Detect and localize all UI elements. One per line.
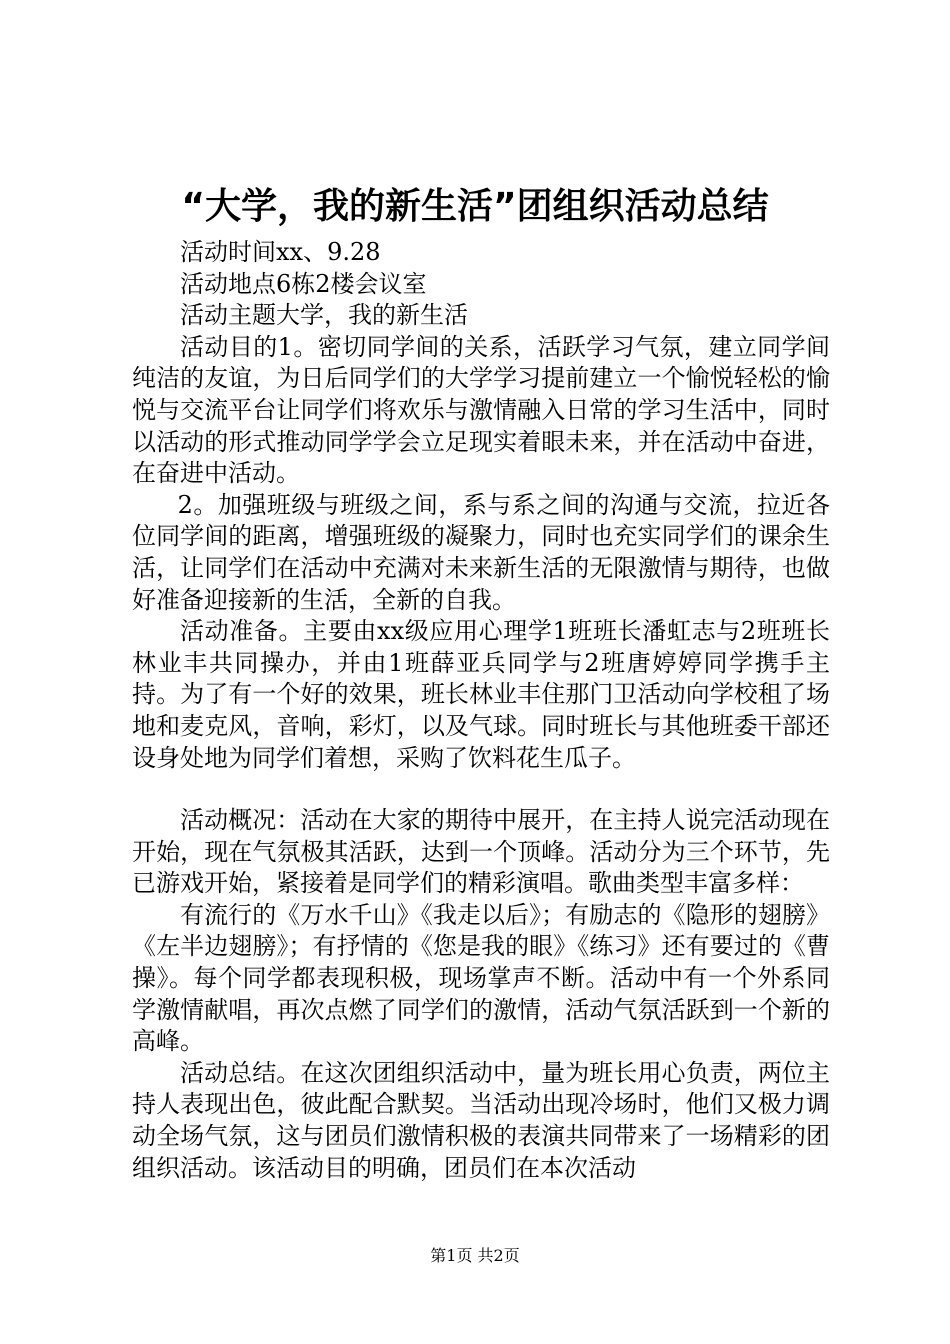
activity-purpose-paragraph: 活动目的1。密切同学间的关系，活跃学习气氛，建立同学间纯洁的友谊，为日后同学们的大学学习提前建立一个愉悦轻松的愉悦与交流平台让同学们将欢乐与激情融入日常的学习生活中，同时以活动的形式推动同学学会立足现实着眼未来，并在活动中奋进，在奋进中活动。 [132, 332, 830, 488]
activity-location: 活动地点6栋2楼会议室 [180, 269, 427, 298]
activity-theme: 活动主题大学，我的新生活 [180, 301, 468, 330]
document-title: “大学，我的新生活”团组织活动总结 [181, 186, 769, 227]
page-footer: 第1页 共2页 [430, 1246, 520, 1265]
activity-preparation-paragraph: 活动准备。主要由xx级应用心理学1班班长潘虹志与2班班长林业丰共同操办，并由1班薛亚兵同学与2班唐婷婷同学携手主持。为了有一个好的效果，班长林业丰住那门卫活动向学校租了场地和麦克风，音响，彩灯，以及气球。同时班长与其他班委干部还设身处地为同学们着想，采购了饮料花生瓜子。 [132, 617, 830, 772]
activity-summary-paragraph: 活动总结。在这次团组织活动中，量为班长用心负责，两位主持人表现出色，彼此配合默契。当活动出现冷场时，他们又极力调动全场气氛，这与团员们激情积极的表演共同带来了一场精彩的团组织活动。该活动目的明确，团员们在本次活动 [132, 1058, 830, 1182]
document-body [132, 237, 830, 1184]
activity-overview-paragraph: 活动概况：活动在大家的期待中展开，在主持人说完活动现在开始，现在气氛极其活跃，达到一个顶峰。活动分为三个环节，先已游戏开始，紧接着是同学们的精彩演唱。歌曲类型丰富多样： [132, 806, 830, 898]
paragraph-gap [132, 774, 830, 805]
activity-purpose-paragraph-2: 2。加强班级与班级之间，系与系之间的沟通与交流，拉近各位同学间的距离，增强班级的凝聚力，同时也充实同学们的课余生活，让同学们在活动中充满对未来新生活的无限激情与期待，也做好准备迎接新的生活，全新的自我。 [132, 490, 830, 614]
songs-paragraph: 有流行的《万水千山》《我走以后》；有励志的《隐形的翅膀》《左半边翅膀》；有抒情的《您是我的眼》《练习》还有要过的《曹操》。每个同学都表现积极，现场掌声不断。活动中有一个外系同学激情献唱，再次点燃了同学们的激情，活动气氛活跃到一个新的高峰。 [132, 900, 830, 1056]
activity-time: 活动时间xx、9.28 [180, 238, 381, 266]
